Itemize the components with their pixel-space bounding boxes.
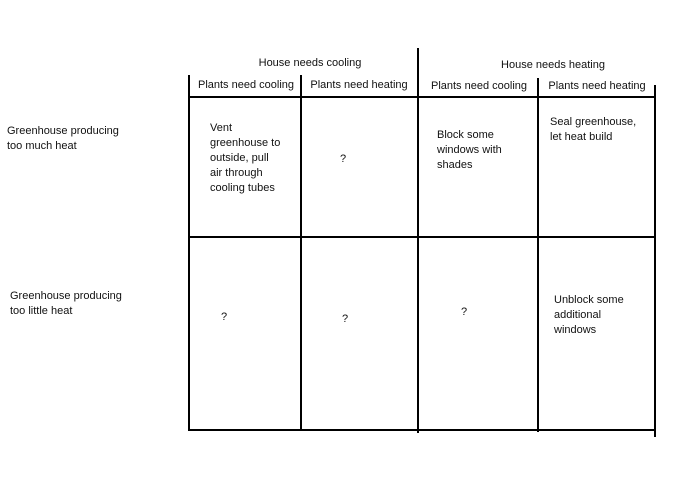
subheader-col3: Plants need cooling — [430, 80, 527, 92]
cell-r2c2: ? — [342, 313, 349, 325]
subheader-col1: Plants need cooling — [197, 79, 294, 91]
cell-r2c3: ? — [461, 306, 468, 318]
cell-r1c2: ? — [340, 153, 347, 165]
row-label-too-little-heat: Greenhouse producing too little heat — [10, 290, 122, 317]
row-label-too-much-heat: Greenhouse producing too much heat — [7, 125, 119, 152]
group-header-heating: House needs heating — [501, 59, 605, 71]
cell-r2c4: Unblock some additional windows — [554, 294, 624, 336]
cell-r1c3: Block some windows with shades — [437, 129, 502, 171]
subheader-col4: Plants need heating — [548, 80, 646, 92]
group-header-cooling: House needs cooling — [258, 57, 362, 69]
cell-r1c1: Vent greenhouse to outside, pull air through cooling tubes — [210, 122, 281, 194]
cell-r2c1: ? — [221, 311, 228, 323]
cell-r1c4: Seal greenhouse, let heat build — [550, 116, 637, 143]
subheader-col2: Plants need heating — [310, 79, 408, 91]
